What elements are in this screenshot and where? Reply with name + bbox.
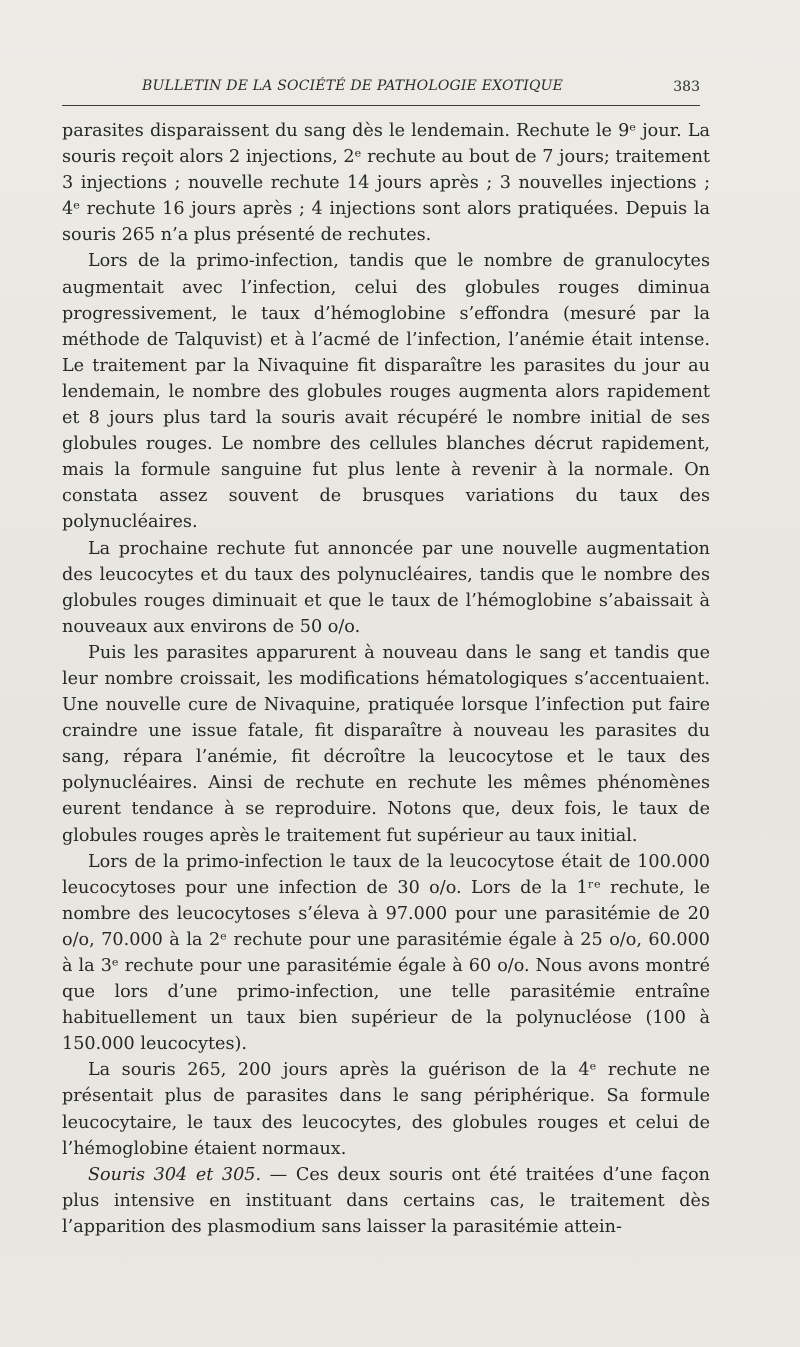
- paragraph-1: parasites disparaissent du sang dès le lendemain. Rechute le 9ᵉ jour. La souris reçoit alors 2 injections, 2ᵉ rechute au bout de 7 jours; traitement 3 injections ; nouvelle rechute 14 jours après ; 3 nouvelles injections ; 4ᵉ rechute 16 jours après ; 4 injections sont alors pratiquées. Depuis la souris 265 n’a plus présenté de rechutes.: [62, 121, 710, 246]
- paragraph-4: Puis les parasites apparurent à nouveau dans le sang et tandis que leur nombre croissait, les modifications hématologiques s’accentuaient. Une nouvelle cure de Nivaquine, pratiquée lorsque l’infection put faire craindre une issue fatale, fit disparaître à nouveau les parasites du sang, répara l’anémie, fit décroître la leucocytose et le taux des polynucléaires. Ainsi de rechute en rechute les mêmes phénomènes eurent tendance à se reproduire. Notons que, deux fois, le taux de globules rouges après le traitement fut supérieur au taux initial.: [62, 642, 710, 846]
- article-body: [62, 118, 710, 1240]
- journal-title: BULLETIN DE LA SOCIÉTÉ DE PATHOLOGIE EXOTIQUE: [142, 78, 564, 94]
- paragraph-7-text: — Ces deux souris ont été traitées d’une façon plus intensive en instituant dans certains cas, le traitement dès l’apparition des plasmodium sans laisser la parasitémie attein-: [62, 1164, 711, 1237]
- paragraph-7: [62, 1162, 710, 1240]
- header-rule: [62, 105, 700, 106]
- paragraph-3: La prochaine rechute fut annoncée par une nouvelle augmentation des leucocytes et du taux des polynucléaires, tandis que le nombre des globules rouges diminuait et que le taux de l’hémoglobine s’abaissait à nouveaux aux environs de 50 o/o.: [62, 538, 710, 637]
- running-header: [62, 78, 700, 108]
- mice-subheading: Souris 304 et 305.: [88, 1164, 262, 1185]
- paragraph-6: La souris 265, 200 jours après la guérison de la 4ᵉ rechute ne présentait plus de parasites dans le sang périphérique. Sa formule leucocytaire, le taux des leucocytes, des globules rouges et celui de l’hémoglobine étaient normaux.: [62, 1060, 710, 1159]
- page-number: 383: [673, 79, 700, 95]
- paragraph-2: Lors de la primo-infection, tandis que le nombre de granulocytes augmentait avec l’infection, celui des globules rouges diminua progressivement, le taux d’hémoglobine s’effondra (mesuré par la méthode de Talquvist) et à l’acmé de l’infection, l’anémie était intense. Le traitement par la Nivaquine fit disparaître les parasites du jour au lendemain, le nombre des globules rouges augmenta alors rapidement et 8 jours plus tard la souris avait récupéré le nombre initial de ses globules rouges. Le nombre des cellules blanches décrut rapidement, mais la formule sanguine fut plus lente à revenir à la normale. On constata assez souvent de brusques variations du taux des polynucléaires.: [62, 251, 710, 533]
- paragraph-5: Lors de la primo-infection le taux de la leucocytose était de 100.000 leucocytoses pour une infection de 30 o/o. Lors de la 1ʳᵉ rechute, le nombre des leucocytoses s’éleva à 97.000 pour une parasitémie de 20 o/o, 70.000 à la 2ᵉ rechute pour une parasitémie égale à 25 o/o, 60.000 à la 3ᵉ rechute pour une parasitémie égale à 60 o/o. Nous avons montré que lors d’une primo-infection, une telle parasitémie entraîne habituellement un taux bien supérieur de la polynucléose (100 à 150.000 leucocytes).: [62, 851, 710, 1055]
